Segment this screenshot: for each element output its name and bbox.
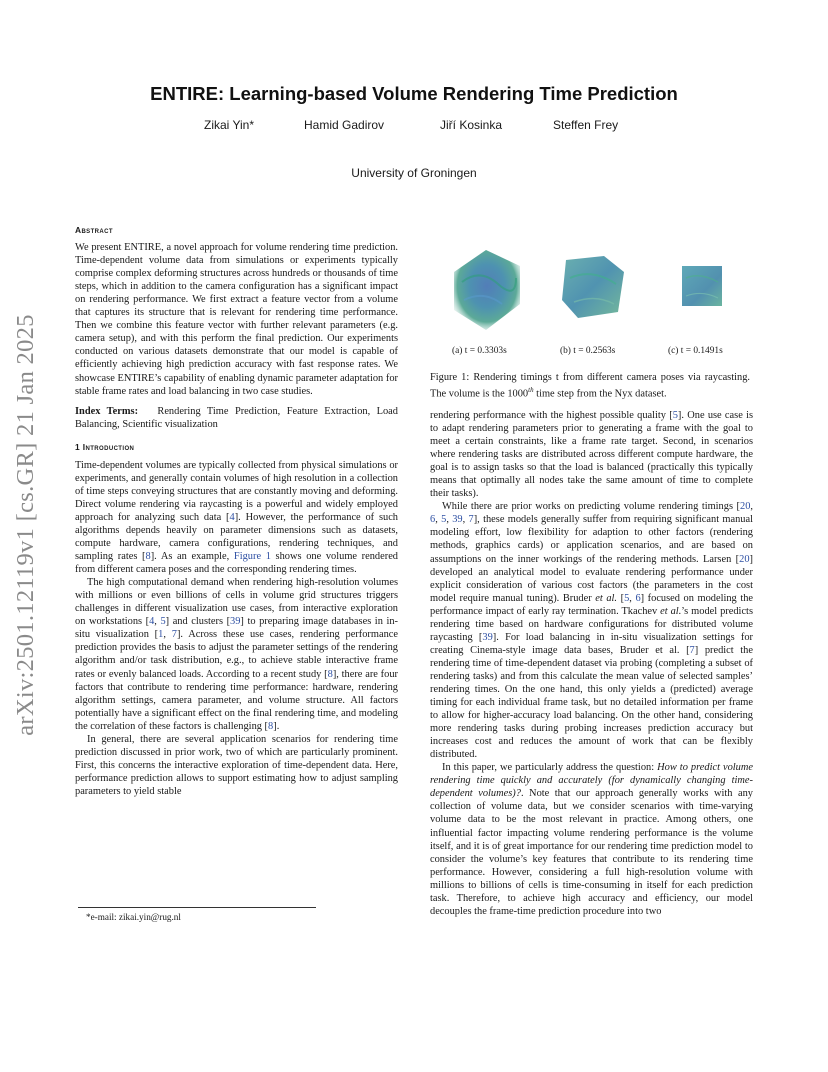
subcaption-c: (c) t = 0.1491s (668, 346, 723, 356)
index-terms: Index Terms: Rendering Time Prediction, Feature Extraction, Load Balancing, Scientific visualization (75, 405, 398, 430)
citation-link[interactable]: 8 (145, 551, 151, 563)
author-1: Zikai Yin* (204, 118, 255, 132)
right-column (430, 409, 753, 918)
volume-render-a (454, 250, 520, 330)
citation-link[interactable]: 5 (160, 616, 166, 628)
footnote: *e-mail: zikai.yin@rug.nl (86, 912, 181, 922)
citation-link[interactable]: 8 (327, 668, 333, 680)
right-paragraph-1: rendering performance with the highest possible quality [5]. One use case is to adapt rendering parameters prior to generating a frame with the goal to meet a certain constraints, like a frame rate target. Second, in scenarios where rendering tasks are distributed across different compute hardware, the goal is to assign tasks so that the load is balanced (practically this typically means that optimally all nodes take the same amount of time to complete their tasks). (430, 410, 754, 500)
footnote-rule (78, 907, 316, 908)
citation-link[interactable]: 8 (268, 720, 274, 732)
figure-caption: Figure 1: Rendering timings t from different camera poses via raycasting. The volume is the 1000th time step from the Nyx dataset. (430, 372, 750, 400)
citation-link[interactable]: 7 (468, 514, 474, 526)
abstract-text: We present ENTIRE, a novel approach for volume rendering time prediction. Time-dependent volume data from simulations or experiments typically comprise complex deforming structures across hundreds or thousands of time steps, which in addition to the camera configuration has a significant impact on rendering performance. We first extract a feature vector from a volume that captures its structure that is relevant for rendering time performance. Then we combine this feature vector with further relevant parameters (e.g. camera setup), and with this perform the final prediction. Our experiments conducted on various datasets demonstrate that our model is capable of efficiently achieving high prediction accuracy with fast response rates. We showcase ENTIRE’s capability of enabling dynamic parameter adaptation for stable frame rates and load balancing in two case studies. (75, 242, 398, 397)
citation-link[interactable]: 20 (740, 501, 751, 513)
paper-title: ENTIRE: Learning-based Volume Rendering Time Prediction (150, 83, 678, 104)
citation-link[interactable]: 5 (624, 592, 630, 604)
subcaption-a: (a) t = 0.3303s (452, 346, 507, 356)
citation-link[interactable]: 6 (635, 592, 641, 604)
author-2: Hamid Gadirov (304, 118, 385, 132)
citation-link[interactable]: 7 (689, 644, 695, 656)
subcaption-b: (b) t = 0.2563s (560, 346, 616, 356)
citation-link[interactable]: 4 (229, 511, 235, 523)
citation-link[interactable]: 5 (672, 410, 678, 421)
volume-render-c (682, 266, 722, 306)
intro-paragraph-1: Time-dependent volumes are typically collected from physical simulations or experiments, and generally contain volumes of high resolution in a collection of time steps conveying structures that are constantly moving and deforming. Direct volume rendering via raycasting is a powerful and widely employed approach for analyzing such data [4]. However, the performance of such algorithms depends heavily on parameter dimensions such as datasets, compute hardware, camera configurations, rendering techniques, and sampling rates [8]. As an example, Figure 1 shows one volume rendered from different camera poses and the corresponding rendering times. (75, 459, 399, 576)
intro-paragraph-2: The high computational demand when rendering high-resolution volumes with millions or even billions of cells in volume grid structures triggers challenges in different visualization use cases, from interactive exploration on workstations [4, 5] and clusters [39] to preparing image databases in in-situ visualization [1, 7]. Across these use cases, rendering performance prediction provides the basis to adjust the parameter settings of the rendering algorithm and/or task distribution, e.g., to achieve stable interactive frame rates or evenly balanced loads. According to a recent study [8], there are four factors that contribute to rendering time performance: hardware, rendering algorithm settings, camera parameter, and volume structure. All factors potentially have a significant effect on the final rendering time, and modeling the correlation of these factors is challenging [8]. (75, 577, 398, 732)
citation-link[interactable]: 1 (158, 629, 164, 641)
abstract-heading: Abstract (75, 225, 113, 235)
affiliation: University of Groningen (351, 166, 477, 180)
citation-link[interactable]: 5 (441, 514, 447, 526)
author-3: Jiří Kosinka (440, 118, 503, 132)
volume-render-b (562, 256, 624, 318)
volume-render-images (428, 238, 748, 343)
citation-link[interactable]: 39 (230, 616, 241, 628)
citation-link[interactable]: 6 (430, 514, 436, 526)
arxiv-stamp: arXiv:2501.12119v1 [cs.GR] 21 Jan 2025 (12, 314, 39, 736)
right-paragraph-2: While there are prior works on predicting volume rendering timings [20, 6, 5, 39, 7], these models generally suffer from requiring significant manual modeling effort, low flexibility for adaption to other factors (rendering methods, graphics cards) or application scenarios, and are based on assumptions on the inner workings of the rendering methods. Larsen [20] developed an analytical model to evaluate rendering performance under explicit consideration of various cost factors (the parameters in the cost model require manual tuning). Bruder et al. [5, 6] focused on modeling the performance impact of early ray termination. Tkachev et al.’s model predicts rendering time based on hardware configurations for distributed volume raycasting [39]. For load balancing in in-situ visualization settings for creating Cinema-style image data bases, Bruder et al. [7] predict the rendering time of time-dependent dataset via probing (completing a subset of rendering tasks) and from this calculate the mean value of selected samples’ rendering times. On the one hand, this only yields a (predicted) average timing for each individual frame task, but no detailed information per frame to allow for higher-accuracy load balancing. On the other hand, considering more rendering tasks during probing increases prediction accuracy but increases cost and reduces the amount of work that can be flexibly distributed. (430, 501, 754, 761)
left-column (75, 224, 398, 798)
figure-link[interactable]: Figure 1 (233, 551, 271, 563)
intro-heading: 1 Introduction (75, 441, 135, 452)
citation-link[interactable]: 20 (739, 553, 750, 565)
citation-link[interactable]: 39 (482, 631, 493, 643)
right-paragraph-3: In this paper, we particularly address the question: How to predict volume rendering time quickly and accurately (for dynamically changing time-dependent volumes)?. Note that our approach generally works with any collection of volume data, but we consider scenarios with time-varying volume data to be the most relevant in practice. Among others, one influential factor impacting volume rendering performance is the volume itself, and it is of great importance for our rendering time prediction model to consider the volume’s key features that contribute to its rendering time performance. However, considering a full high-resolution volume with millions to billions of cells is time-consuming in itself for each prediction task. Therefore, to achieve high accuracy and efficiency, our model decouples the frame-time prediction procedure into two (430, 762, 753, 917)
author-4: Steffen Frey (553, 118, 619, 132)
citation-link[interactable]: 4 (149, 616, 155, 628)
citation-link[interactable]: 39 (452, 514, 463, 526)
citation-link[interactable]: 7 (171, 629, 177, 641)
author-list (0, 118, 828, 134)
intro-paragraph-3: In general, there are several application scenarios for rendering time prediction discussed in prior work, two of which are particularly prominent. First, this concerns the interactive exploration of time-dependent data. Here, performance prediction allows to support estimating how to adjust sampling parameters to yield stable (75, 733, 398, 797)
